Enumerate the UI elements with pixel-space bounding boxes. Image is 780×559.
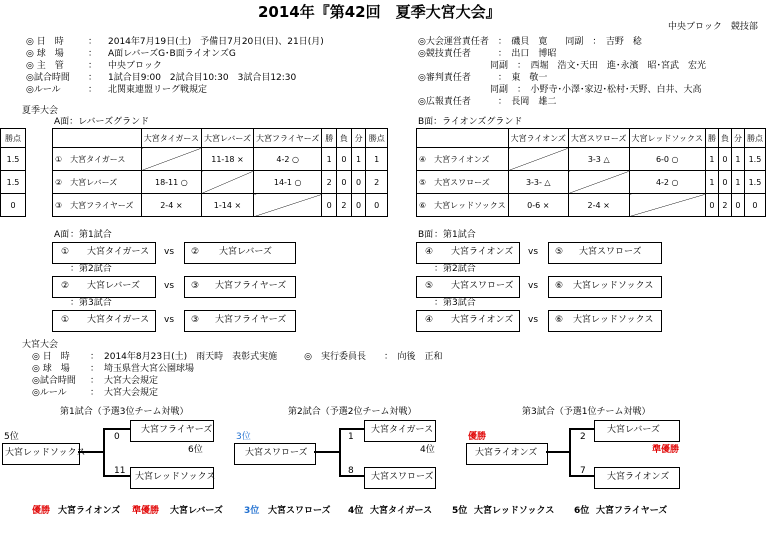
wins-cell: 2 [322,171,337,194]
info-label: ◎試合時間 [32,376,76,386]
team-no: ① [55,154,63,164]
result-rank: 5位 [452,506,468,516]
draws-cell: 1 [351,148,366,171]
info-label: ◎ルール [32,388,67,398]
vs-label: vs [528,247,539,257]
col-header: 勝 [705,129,718,148]
staff-line: ◎広報責任者 ： 長岡 雄二 [418,97,557,107]
left-points-cell: 1.5 [1,171,26,194]
team-no: ③ [191,315,200,325]
staff-line: 同副 ： 西堀 浩文･天田 進･永濱 昭･宮武 宏光 [418,61,707,71]
organizer: 中央ブロック 競技部 [668,22,758,32]
bracket-left-team [466,443,548,465]
taikai-label: 大宮大会 [22,340,59,350]
bracket-top-mark: 6位 [188,445,203,455]
team-no: ⑤ [555,247,564,257]
bracket-title: 第1試合（予選3位チーム対戦） [60,407,189,417]
bracket-top-mark: 準優勝 [652,445,680,455]
result-team: 大宮ライオンズ [58,506,121,516]
info-value: A面レバーズG･B面ライオンズG [108,49,236,59]
result-team: 大宮スワローズ [268,506,331,516]
col-header: 大宮フライヤーズ [254,129,322,148]
points-cell: 0 [366,194,388,217]
bracket-score: 8 [348,466,354,476]
team-no: ③ [191,281,200,291]
vs-label: vs [164,247,175,257]
result-cell: 11-18 × [201,148,253,171]
info-label: ◎ルール [26,85,61,95]
team-name: 大宮フライヤーズ [215,315,287,325]
result-cell: 3-3- △ [508,171,568,194]
match-side-label: B面 [418,230,434,240]
points-cell: 1.5 [744,148,765,171]
info-value: 大宮大会規定 [104,376,159,386]
info-label: ◎ 球 場 [32,364,70,374]
points-cell: 0 [744,194,765,217]
bracket-title: 第3試合（予選1位チーム対戦） [522,407,651,417]
team-name: 大宮タイガース [70,154,126,164]
vs-label: vs [164,281,175,291]
wins-cell: 0 [322,194,337,217]
wins-cell: 1 [705,148,718,171]
group-b-name: B面：ライオンズグランド [418,117,523,127]
info-label: ◎ 日 時 [26,37,64,47]
result-team: 大宮レッドソックス [474,506,555,516]
team-no: ② [55,177,63,187]
losses-cell: 0 [718,171,731,194]
info-colon: ： [88,73,98,83]
team-name: 大宮フライヤーズ [70,200,134,210]
bracket-top-team [594,420,680,442]
bracket-left-mark: 3位 [236,432,251,442]
points-cell: 1 [366,148,388,171]
wins-cell: 0 [705,194,718,217]
info-colon: ： [90,376,100,386]
col-header: 負 [718,129,731,148]
bracket-score: 2 [580,432,586,442]
info-value: 埼玉県営大宮公園球場 [104,364,195,374]
points-cell: 1.5 [744,171,765,194]
team-no: ② [61,281,70,291]
result-cell: 1-14 × [201,194,253,217]
info-value: 北関東連盟リーグ戦規定 [108,85,208,95]
section-label: 夏季大会 [22,106,59,116]
info-colon: ： [88,37,98,47]
team-name: 大宮タイガース [87,315,150,325]
info-label: ◎ 球 場 [26,49,64,59]
bracket-left-mark: 優勝 [468,432,487,442]
col-header: 大宮タイガース [141,129,201,148]
bracket-score: 7 [580,466,586,476]
team-no: ③ [55,200,63,210]
draws-cell: 1 [731,171,744,194]
losses-cell: 0 [718,148,731,171]
bracket-top-team [364,420,436,442]
info-colon: ： [90,352,100,362]
col-header: 勝 [322,129,337,148]
match-side-label: A面 [54,230,70,240]
page-title: 2014年『第42回 夏季大宮大会』 [258,3,501,21]
left-points-cell: 1.5 [1,148,26,171]
info-label: ◎試合時間 [26,73,70,83]
team-name: 大宮レッドソックス [434,200,506,210]
team-name: 大宮タイガース [87,247,150,257]
info-value: 1試合目9:00 2試合目10:30 3試合目12:30 [108,73,297,83]
team-name: 大宮レバーズ [70,177,118,187]
team-name: 大宮スワローズ [434,177,490,187]
team-name: 大宮ライオンズ [607,472,670,482]
team-name: 大宮タイガース [371,425,434,435]
team-name: 大宮フライヤーズ [141,425,213,435]
team-name: 大宮レッドソックス [135,472,216,482]
result-team: 大宮レバーズ [170,506,223,516]
vs-label: vs [164,315,175,325]
draws-cell: 0 [351,171,366,194]
match-label: ：第3試合 [70,298,112,308]
bracket-score: 11 [114,466,126,476]
result-team: 大宮フライヤーズ [596,506,668,516]
draws-cell: 1 [731,148,744,171]
result-cell: 18-11 ○ [141,171,201,194]
team-name: 大宮スワローズ [451,281,514,291]
group-a-name: A面：レバーズグランド [54,117,150,127]
staff-line: ◎大会運営責任者 ： 磯貝 寛 同副 ： 吉野 稔 [418,37,642,47]
bracket-top-mark: 4位 [420,445,435,455]
col-header: 負 [337,129,352,148]
bracket-score: 0 [114,432,120,442]
staff-line: ◎審判責任者 ： 東 敬一 [418,73,548,83]
result-cell: 4-2 ○ [629,171,705,194]
col-header: 勝点 [744,129,765,148]
bracket-bot-team [364,467,436,489]
team-no: ⑤ [425,281,434,291]
info-colon: ： [88,85,98,95]
team-no: ④ [419,154,427,164]
team-name: 大宮スワローズ [245,448,308,458]
team-no: ① [61,247,70,257]
info-colon: ： [90,364,100,374]
col-header: 大宮スワローズ [568,129,629,148]
team-name: 大宮レッドソックス [573,315,654,325]
losses-cell: 0 [337,171,352,194]
result-rank: 優勝 [32,506,51,516]
staff-line: ◎競技責任者 ： 出口 博昭 [418,49,557,59]
team-name: 大宮レッドソックス [573,281,654,291]
left-points-cell: 0 [1,194,26,217]
col-header: 勝点 [366,129,388,148]
result-cell: 0-6 × [508,194,568,217]
col-header: 大宮レッドソックス [629,129,705,148]
team-name: 大宮ライオンズ [451,247,514,257]
info-label: ◎ 主 管 [26,61,64,71]
team-no: ④ [425,247,434,257]
result-cell: 3-3 △ [568,148,629,171]
info-value: 大宮大会規定 [104,388,159,398]
result-cell: 6-0 ○ [629,148,705,171]
bracket-score: 1 [348,432,354,442]
info-colon: ： [90,388,100,398]
wins-cell: 1 [705,171,718,194]
bracket-left-mark: 5位 [4,432,19,442]
bracket-title: 第2試合（予選2位チーム対戦） [288,407,417,417]
info-label: ◎ 日 時 [32,352,70,362]
bracket-bot-team [594,467,680,489]
team-name: 大宮レバーズ [87,281,140,291]
bracket-left-team [234,443,316,465]
result-cell: 2-4 × [141,194,201,217]
team-no: ⑤ [419,177,427,187]
team-no: ④ [425,315,434,325]
draws-cell: 0 [731,194,744,217]
result-rank: 準優勝 [132,506,160,516]
result-cell: 2-4 × [568,194,629,217]
team-no: ② [191,247,200,257]
team-name: 大宮レッドソックス [5,448,86,458]
team-name: 大宮レバーズ [607,425,660,435]
bracket-bot-team [130,467,214,489]
draws-cell: 0 [351,194,366,217]
col-header: 分 [351,129,366,148]
team-no: ⑥ [419,200,427,210]
result-rank: 4位 [348,506,364,516]
bracket-left-team [2,443,86,465]
team-no: ⑥ [555,315,564,325]
info-value: 中央ブロック [108,61,162,71]
losses-cell: 2 [718,194,731,217]
col-header: 大宮レバーズ [201,129,253,148]
vs-label: vs [528,281,539,291]
match-label: ：第2試合 [70,264,112,274]
match-label: ：第3試合 [434,298,476,308]
wins-cell: 1 [322,148,337,171]
match-label: ：第1試合 [434,230,476,240]
team-name: 大宮ライオンズ [451,315,514,325]
col-header: 分 [731,129,744,148]
match-label: ：第1試合 [70,230,112,240]
points-cell: 2 [366,171,388,194]
info-colon: ： [88,49,98,59]
losses-cell: 2 [337,194,352,217]
info-value: 2014年8月23日(土) 雨天時 表彰式実施 ◎ 実行委員長 ： 向後 正和 [104,352,443,362]
col-header: 大宮ライオンズ [508,129,568,148]
vs-label: vs [528,315,539,325]
team-no: ① [61,315,70,325]
left-points-header: 勝点 [1,129,26,148]
team-name: 大宮ライオンズ [434,154,490,164]
team-no: ⑥ [555,281,564,291]
staff-line: 同副 ： 小野寺･小澤･家辺･松村･天野、白井、大高 [418,85,702,95]
team-name: 大宮フライヤーズ [215,281,287,291]
result-rank: 3位 [244,506,260,516]
info-colon: ： [88,61,98,71]
bracket-top-team [130,420,214,442]
team-name: 大宮レバーズ [219,247,272,257]
team-name: 大宮ライオンズ [475,448,538,458]
info-value: 2014年7月19日(土) 予備日7月20日(日)、21日(月) [108,37,324,47]
losses-cell: 0 [337,148,352,171]
result-team: 大宮タイガース [370,506,433,516]
match-label: ：第2試合 [434,264,476,274]
result-rank: 6位 [574,506,590,516]
team-name: 大宮スワローズ [579,247,642,257]
team-name: 大宮スワローズ [371,472,434,482]
result-cell: 4-2 ○ [254,148,322,171]
result-cell: 14-1 ○ [254,171,322,194]
